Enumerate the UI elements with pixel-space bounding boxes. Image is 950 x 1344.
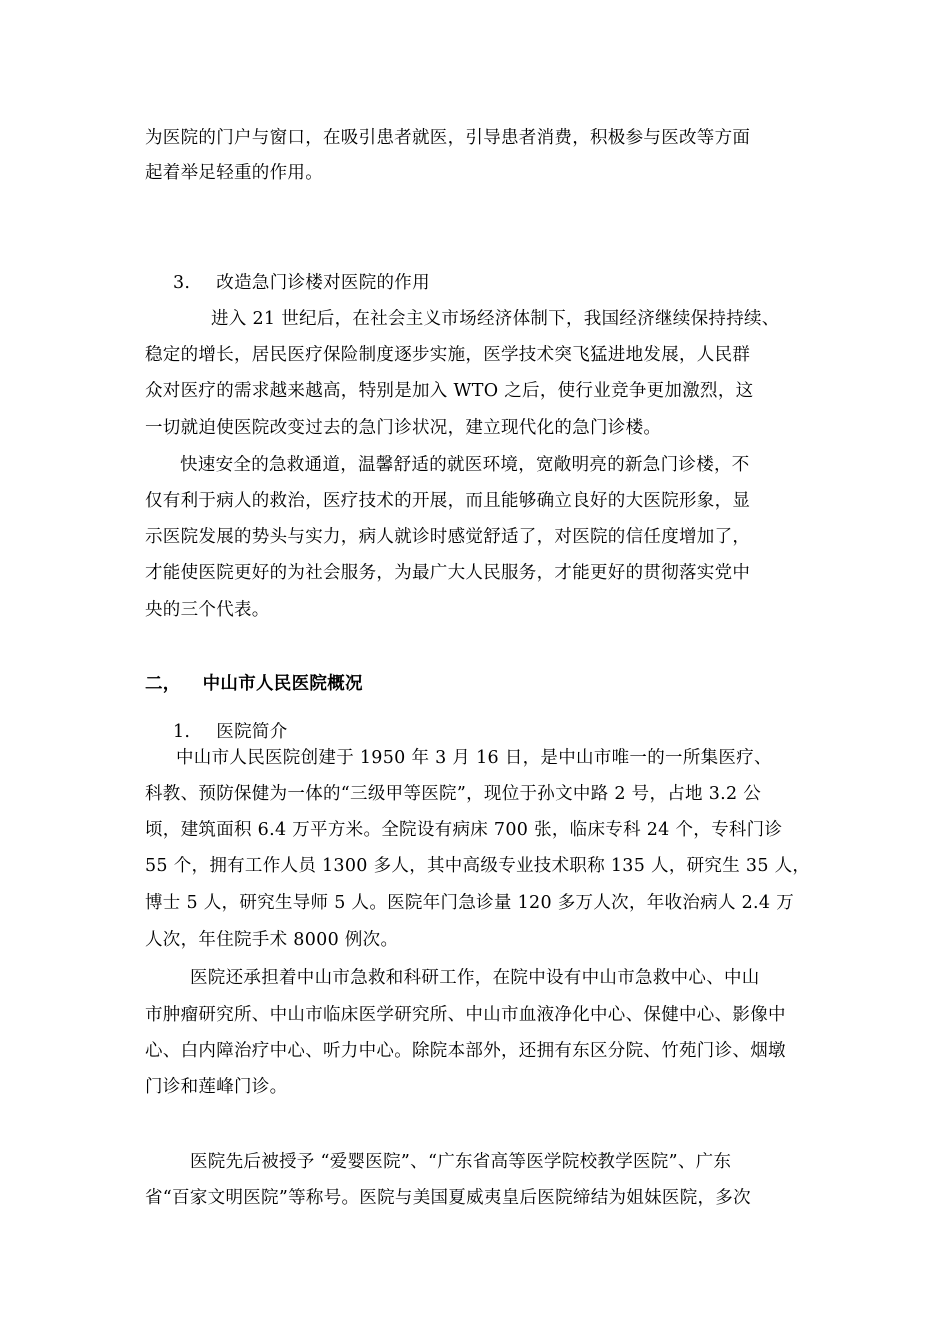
section-1-para1-line-3: 顷，建筑面积 6.4 万平方米。全院设有病床 700 张，临床专科 24 个，专科门诊 [145, 820, 783, 840]
section-1-para1-line-4: 55 个，拥有工作人员 1300 多人，其中高级专业技术职称 135 人，研究生 35 人， [145, 856, 811, 876]
section-3-para2-line-1: 快速安全的急救通道，温馨舒适的就医环境，宽敞明亮的新急门诊楼，不 [180, 455, 750, 475]
section-3-para2-line-4: 才能使医院更好的为社会服务，为最广大人民服务，才能更好的贯彻落实党中 [145, 563, 751, 583]
section-1-para1-line-1: 中山市人民医院创建于 1950 年 3 月 16 日，是中山市唯一的一所集医疗、 [176, 748, 772, 768]
section-3-title: 改造急门诊楼对医院的作用 [216, 273, 430, 293]
section-1-para2-line-2: 市肿瘤研究所、中山市临床医学研究所、中山市血液净化中心、保健中心、影像中 [145, 1005, 786, 1025]
section-1-heading [173, 722, 288, 742]
section-1-para2-line-4: 门诊和莲峰门诊。 [145, 1077, 288, 1097]
section-3-number: 3. [173, 273, 191, 293]
section-3-para1-line-2: 稳定的增长，居民医疗保险制度逐步实施，医学技术突飞猛进地发展，人民群 [145, 345, 751, 365]
section-3-para2-line-3: 示医院发展的势头与实力，病人就诊时感觉舒适了，对医院的信任度增加了， [145, 527, 751, 547]
section-3-para1-line-1: 进入 21 世纪后，在社会主义市场经济体制下，我国经济继续保持持续、 [211, 309, 780, 329]
section-3-heading [173, 273, 430, 293]
section-3-para2-line-5: 央的三个代表。 [145, 600, 270, 620]
section-3-para1-line-3: 众对医疗的需求越来越高，特别是加入 WTO 之后，使行业竞争更加激烈，这 [145, 381, 754, 401]
section-3-para1-line-4: 一切就迫使医院改变过去的急门诊状况，建立现代化的急门诊楼。 [145, 418, 662, 438]
section-1-para2-line-1: 医院还承担着中山市急救和科研工作，在院中设有中山市急救中心、中山 [190, 968, 760, 988]
section-1-title: 医院简介 [216, 722, 288, 742]
section-1-para1-line-2: 科教、预防保健为一体的“三级甲等医院”，现位于孙文中路 2 号，占地 3.2 公 [145, 784, 762, 804]
section-1-para1-line-5: 博士 5 人，研究生导师 5 人。医院年门急诊量 120 多万人次，年收治病人 2.4 万 [145, 893, 795, 913]
section-1-para2-line-3: 心、白内障治疗中心、听力中心。除院本部外，还拥有东区分院、竹苑门诊、烟墩 [145, 1041, 786, 1061]
section-1-para1-line-6: 人次，年住院手术 8000 例次。 [145, 930, 399, 950]
section-1-para3-line-1: 医院先后被授予 “爱婴医院”、“广东省高等医学院校教学医院”、广东 [190, 1152, 732, 1172]
section-1-number: 1. [173, 722, 191, 742]
chapter-2-number: 二， [145, 674, 181, 694]
chapter-2-title: 中山市人民医院概况 [202, 674, 363, 694]
chapter-2-heading [145, 674, 363, 694]
intro-line-2: 起着举足轻重的作用。 [145, 163, 323, 183]
section-3-para2-line-2: 仅有利于病人的救治，医疗技术的开展，而且能够确立良好的大医院形象，显 [145, 491, 751, 511]
section-1-para3-line-2: 省“百家文明医院”等称号。医院与美国夏威夷皇后医院缔结为姐妹医院，多次 [145, 1188, 751, 1208]
intro-line-1: 为医院的门户与窗口，在吸引患者就医，引导患者消费，积极参与医改等方面 [145, 128, 751, 148]
